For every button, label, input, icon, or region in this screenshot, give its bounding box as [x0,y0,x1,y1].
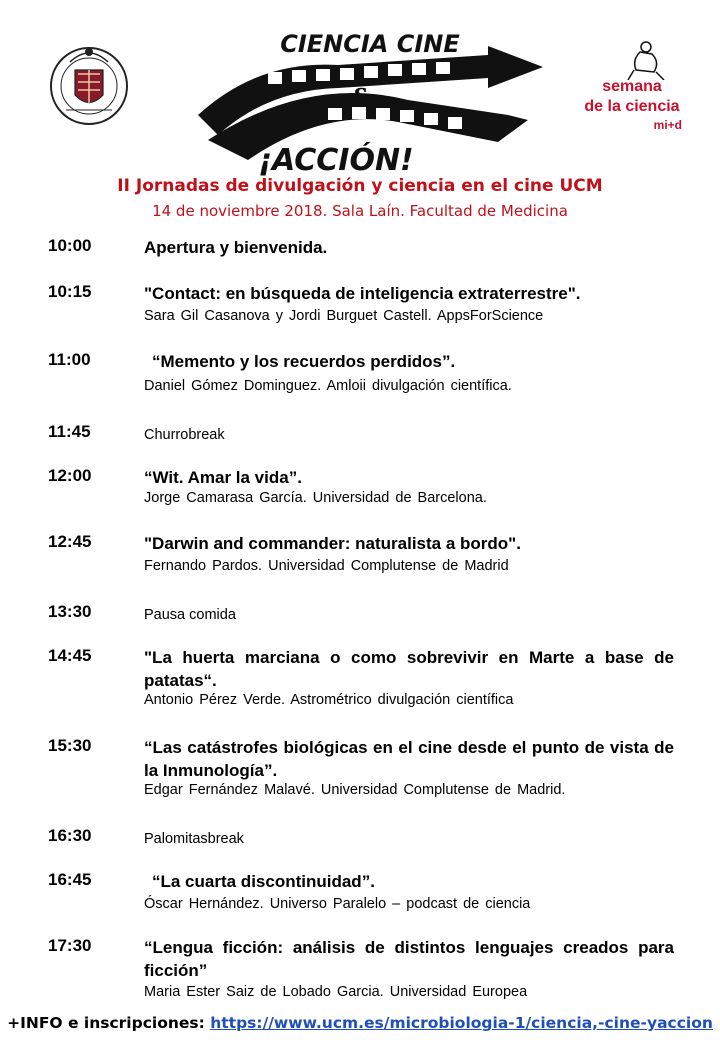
schedule-title: "Contact: en búsqueda de inteligencia extraterrestre". [144,284,581,303]
schedule-time: 12:00 [48,466,92,485]
semana-line1: semana [602,78,662,95]
schedule-title: “Memento y los recuerdos perdidos”. [152,352,456,371]
schedule-title: Pausa comida [144,607,236,623]
schedule-speaker: Fernando Pardos. Universidad Complutense de Madrid [144,558,509,574]
ciencia-cine-accion-banner [188,20,553,180]
schedule-title: “La cuarta discontinuidad”. [152,872,375,891]
banner-ampersand: & [351,83,373,112]
schedule-time: 10:15 [48,282,92,301]
semana-line2: de la ciencia [584,98,680,115]
schedule-title: “Lengua ficción: análisis de distintos lenguajes creados para ficción” [144,938,674,980]
schedule-time: 17:30 [48,936,92,955]
schedule-title: "La huerta marciana o como sobrevivir en Marte a base de patatas“. [144,648,674,690]
schedule-speaker: Antonio Pérez Verde. Astrométrico divulgación científica [144,692,514,708]
schedule-speaker: Óscar Hernández. Universo Paralelo – podcast de ciencia [144,896,531,912]
info-footer [0,1014,720,1032]
schedule-time: 10:00 [48,236,92,255]
schedule-speaker: Daniel Gómez Dominguez. Amloii divulgación científica. [144,378,512,394]
banner-title-top: CIENCIA CINE [280,30,460,58]
info-label: +INFO e inscripciones: [7,1014,211,1032]
schedule-speaker: Edgar Fernández Malavé. Universidad Complutense de Madrid. [144,782,566,798]
schedule-time: 16:45 [48,870,92,889]
schedule-time: 12:45 [48,532,92,551]
semana-de-la-ciencia-logo [576,40,688,136]
schedule-time: 14:45 [48,646,92,665]
event-title: II Jornadas de divulgación y ciencia en el cine UCM [117,176,603,196]
schedule-speaker: Sara Gil Casanova y Jordi Burguet Castell. AppsForScience [144,308,544,324]
schedule-time: 11:00 [48,350,91,369]
schedule-title: Palomitasbreak [144,831,244,847]
university-seal-logo [48,40,130,132]
schedule-time: 11:45 [48,422,91,441]
info-link[interactable]: https://www.ucm.es/microbiologia-1/ciencia,-cine-yaccion [210,1014,713,1032]
schedule-title: "Darwin and commander: naturalista a bordo". [144,534,521,553]
thinker-icon [576,40,688,80]
schedule-speaker: Maria Ester Saiz de Lobado Garcia. Universidad Europea [144,984,528,1000]
schedule-time: 16:30 [48,826,92,845]
schedule-title: “Las catástrofes biológicas en el cine desde el punto de vista de la Inmunología”. [144,738,674,780]
schedule-title: Apertura y bienvenida. [144,238,328,257]
schedule-speaker: Jorge Camarasa García. Universidad de Barcelona. [144,490,487,506]
schedule-time: 15:30 [48,736,92,755]
banner-title-bottom: ¡ACCIÓN! [258,143,414,178]
event-date-venue: 14 de noviembre 2018. Sala Laín. Facultad de Medicina [152,202,568,220]
schedule-time: 13:30 [48,602,92,621]
schedule-title: “Wit. Amar la vida”. [144,468,302,487]
semana-line3: mi+d [653,118,682,132]
schedule-title: Churrobreak [144,427,225,443]
